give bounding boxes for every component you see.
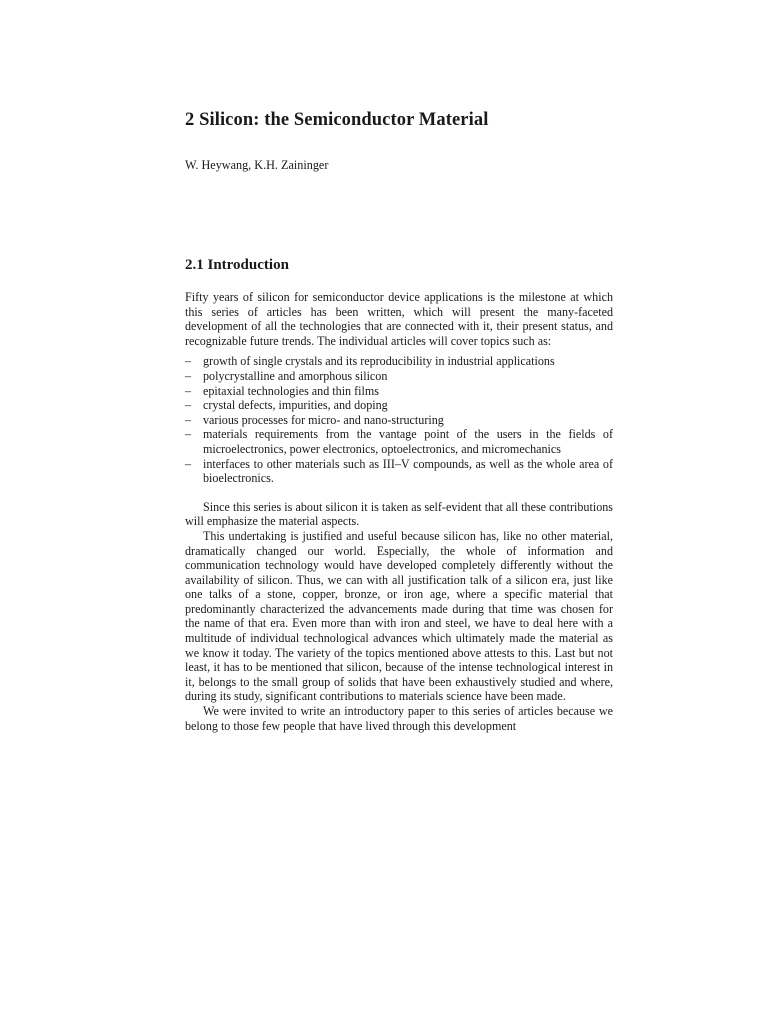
list-item-text: various processes for micro- and nano-structuring — [203, 412, 444, 427]
spacer — [185, 492, 613, 500]
section-heading: 2.1 Introduction — [185, 257, 289, 273]
body-paragraph: Since this series is about silicon it is taken as self-evident that all these contributions will emphasize the material aspects. — [185, 499, 613, 529]
list-item — [185, 369, 613, 384]
list-item — [185, 427, 613, 456]
chapter-authors: W. Heywang, K.H. Zaininger — [185, 158, 329, 172]
list-item — [185, 413, 613, 428]
list-item-text: materials requirements from the vantage point of the users in the fields of microelectronics, power electronics, optoelectronics, and micromechanics — [203, 427, 613, 456]
list-item — [185, 398, 613, 413]
list-item-text: epitaxial technologies and thin films — [203, 383, 379, 398]
list-dash: – — [185, 427, 192, 442]
body-paragraph: This undertaking is justified and useful because silicon has, like no other material, dramatically changed our world. Especially, the whole of information and communication technology would have developed completely differently without the availability of silicon. Thus, we can with all justification talk of a silicon era, just like one talks of a stone, copper, bronze, or iron age, where a specific material that predominantly characterized the advancements made during that time was chosen for the name of that era. Even more than with iron and steel, we have to deal here with a multitude of individual technological advances which ultimately made the material as we know it today. The variety of the topics mentioned above attests to this. Last but not least, it has to be mentioned that silicon, because of the intense technological interest in it, belongs to the small group of solids that have been exhaustively studied and where, during its study, significant contributions to materials science have been made. — [185, 528, 613, 704]
list-item-text: interfaces to other materials such as III–V compounds, as well as the whole area of bioelectronics. — [203, 456, 613, 486]
body-paragraph: We were invited to write an introductory paper to this series of articles because we belong to those few people that have lived through this development — [185, 704, 613, 733]
list-item — [185, 354, 613, 369]
list-item-text: polycrystalline and amorphous silicon — [203, 368, 388, 383]
list-item — [185, 457, 613, 486]
intro-paragraph: Fifty years of silicon for semiconductor device applications is the milestone at which this series of articles has been written, which will present the many-faceted development of all the technologies that are connected with it, their present status, and recognizable future trends. The individual articles will cover topics such as: — [185, 290, 613, 348]
list-item — [185, 384, 613, 399]
list-dash: – — [185, 398, 192, 413]
list-dash: – — [185, 354, 192, 369]
list-dash: – — [185, 456, 192, 471]
list-dash: – — [185, 383, 192, 398]
section-body — [185, 290, 613, 733]
list-item-text: growth of single crystals and its reproducibility in industrial applications — [203, 354, 555, 369]
list-dash: – — [185, 412, 192, 427]
topic-list — [185, 354, 613, 485]
chapter-title: 2 Silicon: the Semiconductor Material — [185, 110, 489, 130]
list-dash: – — [185, 368, 192, 383]
list-item-text: crystal defects, impurities, and doping — [203, 398, 388, 413]
